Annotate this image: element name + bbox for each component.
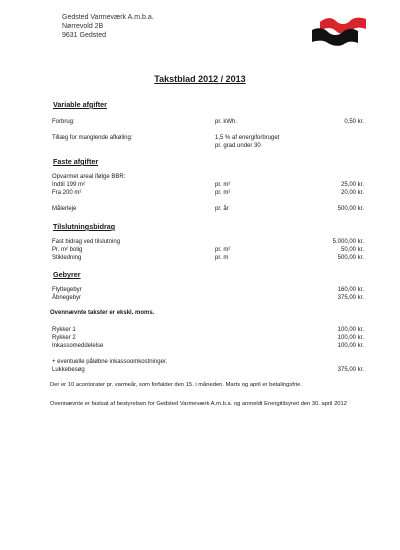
flytte-price: 160,00 kr. bbox=[337, 287, 364, 293]
maaler-label: Målerleje bbox=[52, 206, 77, 212]
row-til199 bbox=[0, 182, 400, 190]
company-address bbox=[62, 13, 154, 40]
maaler-unit: pr. år bbox=[215, 206, 229, 212]
inkasso-label: Inkassomeddelelse bbox=[52, 343, 104, 349]
row-maaler bbox=[0, 206, 400, 214]
bolig-label: Pr. m² bolig bbox=[52, 247, 83, 253]
forbrug-label: Forbrug: bbox=[52, 119, 75, 125]
inkasso-price: 100,00 kr. bbox=[337, 343, 364, 349]
rykker1-label: Rykker 1 bbox=[52, 327, 76, 333]
forbrug-price: 0,50 kr. bbox=[344, 119, 364, 125]
ekskl-moms-heading: Ovennævnte takster er ekskl. moms. bbox=[50, 310, 155, 316]
row-rykker1 bbox=[0, 327, 400, 335]
row-eventuelle bbox=[0, 359, 400, 367]
row-rykker2 bbox=[0, 335, 400, 343]
fast-bidrag-price: 5.000,00 kr. bbox=[332, 239, 364, 245]
aabne-label: Åbnegebyr bbox=[52, 295, 82, 301]
tillaeg-unit-line1: 1,5 % af energiforbruget bbox=[215, 135, 280, 141]
page-title: Takstblad 2012 / 2013 bbox=[154, 74, 246, 84]
section-gebyrer-title: Gebyrer bbox=[53, 270, 81, 279]
lukke-price: 375,00 kr. bbox=[337, 367, 364, 373]
til199-unit: pr. m² bbox=[215, 182, 231, 188]
row-lukke bbox=[0, 367, 400, 375]
bolig-unit: pr. m² bbox=[215, 247, 231, 253]
rykker1-price: 100,00 kr. bbox=[337, 327, 364, 333]
til199-label: Indtil 199 m² bbox=[52, 182, 86, 188]
forbrug-unit: pr. kWh. bbox=[215, 119, 238, 125]
postal-city: 9631 Gedsted bbox=[62, 32, 106, 39]
aabne-price: 375,00 kr. bbox=[337, 295, 364, 301]
row-forbrug bbox=[0, 119, 400, 127]
eventuelle-text: + eventuelle påløbne inkassoomkostninger. bbox=[52, 359, 168, 365]
row-tillaeg bbox=[0, 135, 400, 143]
flytte-label: Flyttegebyr bbox=[52, 287, 82, 293]
faste-intro: Opvarmet areal ifølge BBR: bbox=[52, 174, 126, 180]
stik-price: 500,00 kr. bbox=[337, 255, 364, 261]
til199-price: 25,00 kr. bbox=[340, 182, 364, 188]
tillaeg-unit-line2: pr. grad under 30 bbox=[215, 143, 261, 149]
section-faste-title: Faste afgifter bbox=[53, 157, 99, 166]
section-tilslutning-title: Tilslutningsbidrag bbox=[53, 222, 116, 231]
row-fra200 bbox=[0, 190, 400, 198]
stik-label: Stikledning bbox=[52, 255, 82, 261]
company-name: Gedsted Varmeværk A.m.b.a. bbox=[62, 14, 154, 21]
company-logo bbox=[310, 16, 368, 46]
maaler-price: 500,00 kr. bbox=[337, 206, 364, 212]
stik-unit: pr. m bbox=[215, 255, 229, 261]
row-faste-intro bbox=[0, 174, 400, 182]
row-fast-bidrag bbox=[0, 239, 400, 247]
rykker2-price: 100,00 kr. bbox=[337, 335, 364, 341]
bolig-price: 50,00 kr. bbox=[340, 247, 364, 253]
row-aabne bbox=[0, 295, 400, 303]
row-stik bbox=[0, 255, 400, 263]
fast-bidrag-label: Fast bidrag ved tilslutning bbox=[52, 239, 121, 245]
section-variable-title: Variable afgifter bbox=[53, 100, 107, 109]
lukke-label: Lukkebesøg bbox=[52, 367, 85, 373]
logo-dark-wave bbox=[312, 28, 358, 46]
row-bolig bbox=[0, 247, 400, 255]
row-tillaeg-cont bbox=[0, 143, 400, 151]
fra200-label: Fra 200 m² bbox=[52, 190, 82, 196]
fra200-price: 20,00 kr. bbox=[340, 190, 364, 196]
note-aconto: Der er 10 acontorater pr. varmeår, som forfalder den 15. i måneden. Marts og april er betalingsfrie. bbox=[50, 382, 302, 388]
rykker2-label: Rykker 2 bbox=[52, 335, 76, 341]
fra200-unit: pr. m² bbox=[215, 190, 231, 196]
tillaeg-label: Tillæg for manglende afkøling: bbox=[52, 135, 133, 141]
note-fastsat: Ovennævnte er fastsat af bestyrelsen for Gedsted Varmeværk A.m.b.a. og anmeldt Energitilsynet den 30. april 2012 bbox=[50, 401, 347, 407]
row-inkasso bbox=[0, 343, 400, 351]
row-flytte bbox=[0, 287, 400, 295]
street-address: Nørrevold 2B bbox=[62, 23, 104, 30]
